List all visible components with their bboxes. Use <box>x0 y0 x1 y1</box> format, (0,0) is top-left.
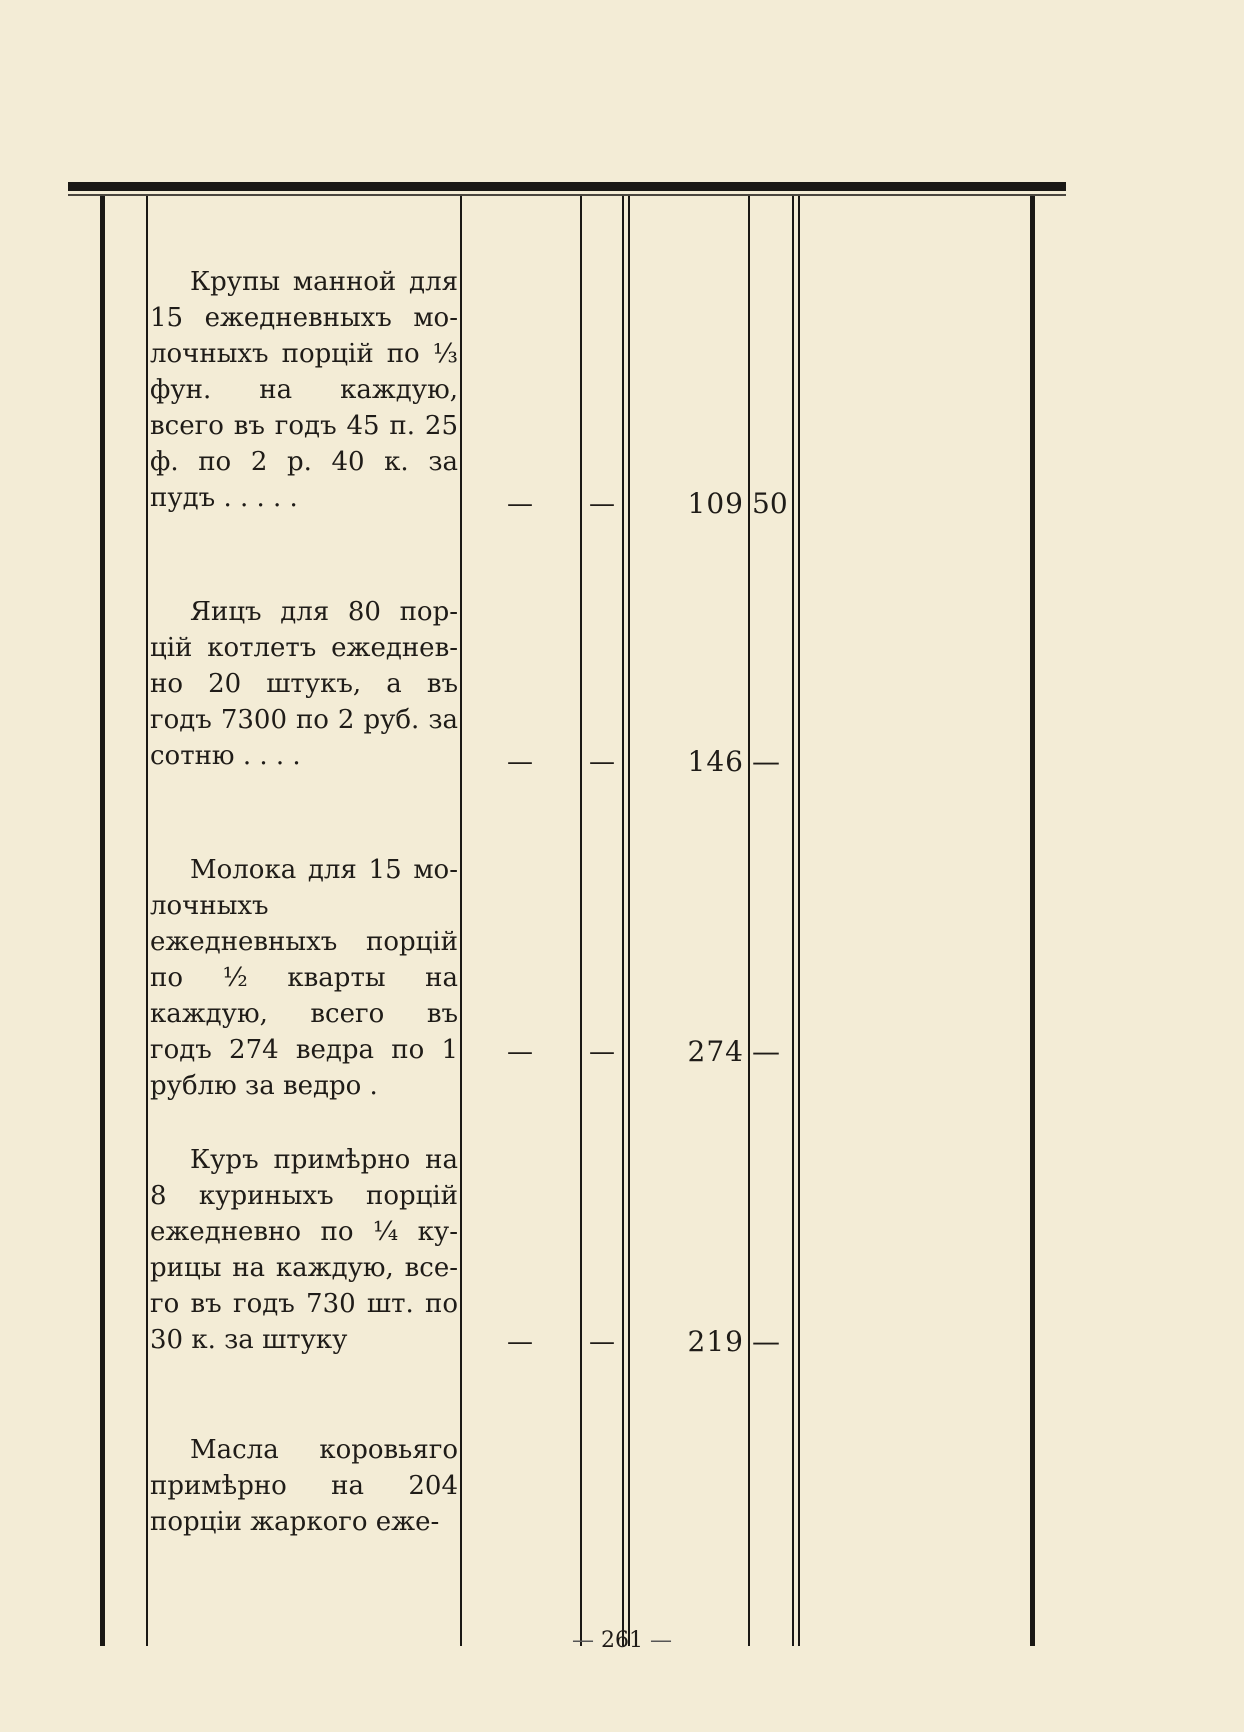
amount-rubles: 146 <box>687 745 744 778</box>
entry-line: 1 рублю за ведро . <box>150 1035 459 1101</box>
entry-description <box>150 1142 458 1358</box>
entry-line: годъ 7300 по 2 руб. <box>150 705 420 735</box>
entry-line: го въ годъ 730 шт. <box>150 1289 414 1319</box>
amount-kopeks: — <box>752 1035 780 1068</box>
entry-line: 25 ф. по 2 р. 40 к. <box>150 411 458 477</box>
amount-rubles: 219 <box>687 1325 744 1358</box>
entry-line: Масла коровьяго <box>190 1435 458 1465</box>
entry-line: по 30 к. за штуку <box>150 1289 458 1355</box>
entry-line: Крупы манной для <box>190 267 458 297</box>
page-number-text: 261 <box>601 1628 643 1653</box>
column-rule <box>460 196 462 1646</box>
entry-line: цій котлетъ ежеднев- <box>150 633 458 663</box>
top-rule <box>68 182 1066 191</box>
entry-line: порцій по ½ кварты <box>150 927 458 993</box>
amount-kopeks: — <box>752 1325 780 1358</box>
page-number: — 261 — <box>572 1628 672 1653</box>
column-rule <box>146 196 148 1646</box>
amount-kopeks: — <box>752 745 780 778</box>
empty-cell-dash: — <box>589 1037 615 1067</box>
entry-description <box>150 1432 458 1540</box>
entry-line: на каждую, всего въ <box>150 963 458 1029</box>
empty-cell-dash: — <box>589 1327 615 1357</box>
amount-kopeks: 50 <box>752 487 788 520</box>
entry-line: 15 ежедневныхъ мо- <box>150 303 458 333</box>
entry-description <box>150 264 458 516</box>
entry-line: всего въ годъ 45 п. <box>150 411 416 441</box>
empty-cell-dash: — <box>589 747 615 777</box>
empty-cell-dash: — <box>589 489 615 519</box>
left-border <box>100 196 105 1646</box>
entry-description <box>150 594 458 774</box>
entry-line: ⅓ фун. на каждую, <box>150 339 458 405</box>
top-rule-thin <box>68 194 1066 196</box>
amount-rubles: 274 <box>687 1035 744 1068</box>
entry-line: ежедневно по ¼ ку- <box>150 1217 458 1247</box>
entry-line: Куръ примѣрно на <box>190 1145 458 1175</box>
column-rule <box>792 196 794 1646</box>
entry-line: за пудъ . . . . . <box>150 447 458 513</box>
column-rule <box>798 196 800 1646</box>
column-rule <box>628 196 630 1646</box>
empty-cell-dash: — <box>507 1037 533 1067</box>
entry-line: порціи жаркого еже- <box>150 1507 440 1537</box>
entry-line: Молока для 15 мо- <box>190 855 458 885</box>
column-rule <box>622 196 624 1646</box>
column-rule <box>580 196 582 1646</box>
right-border <box>1030 196 1035 1646</box>
entry-line: но 20 штукъ, а въ <box>150 669 458 699</box>
entry-line: примѣрно на 204 <box>150 1471 458 1501</box>
column-rule <box>748 196 750 1646</box>
entry-line: лочныхъ порцій по <box>150 339 420 369</box>
entry-line: рицы на каждую, все- <box>150 1253 458 1283</box>
empty-cell-dash: — <box>507 1327 533 1357</box>
amount-rubles: 109 <box>687 487 744 520</box>
entry-line: Яицъ для 80 пор- <box>190 597 458 627</box>
entry-line: за сотню . . . . <box>150 705 459 771</box>
entry-line: годъ 274 ведра по <box>150 1035 425 1065</box>
entry-line: лочныхъ ежедневныхъ <box>150 891 338 957</box>
entry-description <box>150 852 458 1104</box>
empty-cell-dash: — <box>507 747 533 777</box>
empty-cell-dash: — <box>507 489 533 519</box>
entry-line: 8 куриныхъ порцій <box>150 1181 458 1211</box>
